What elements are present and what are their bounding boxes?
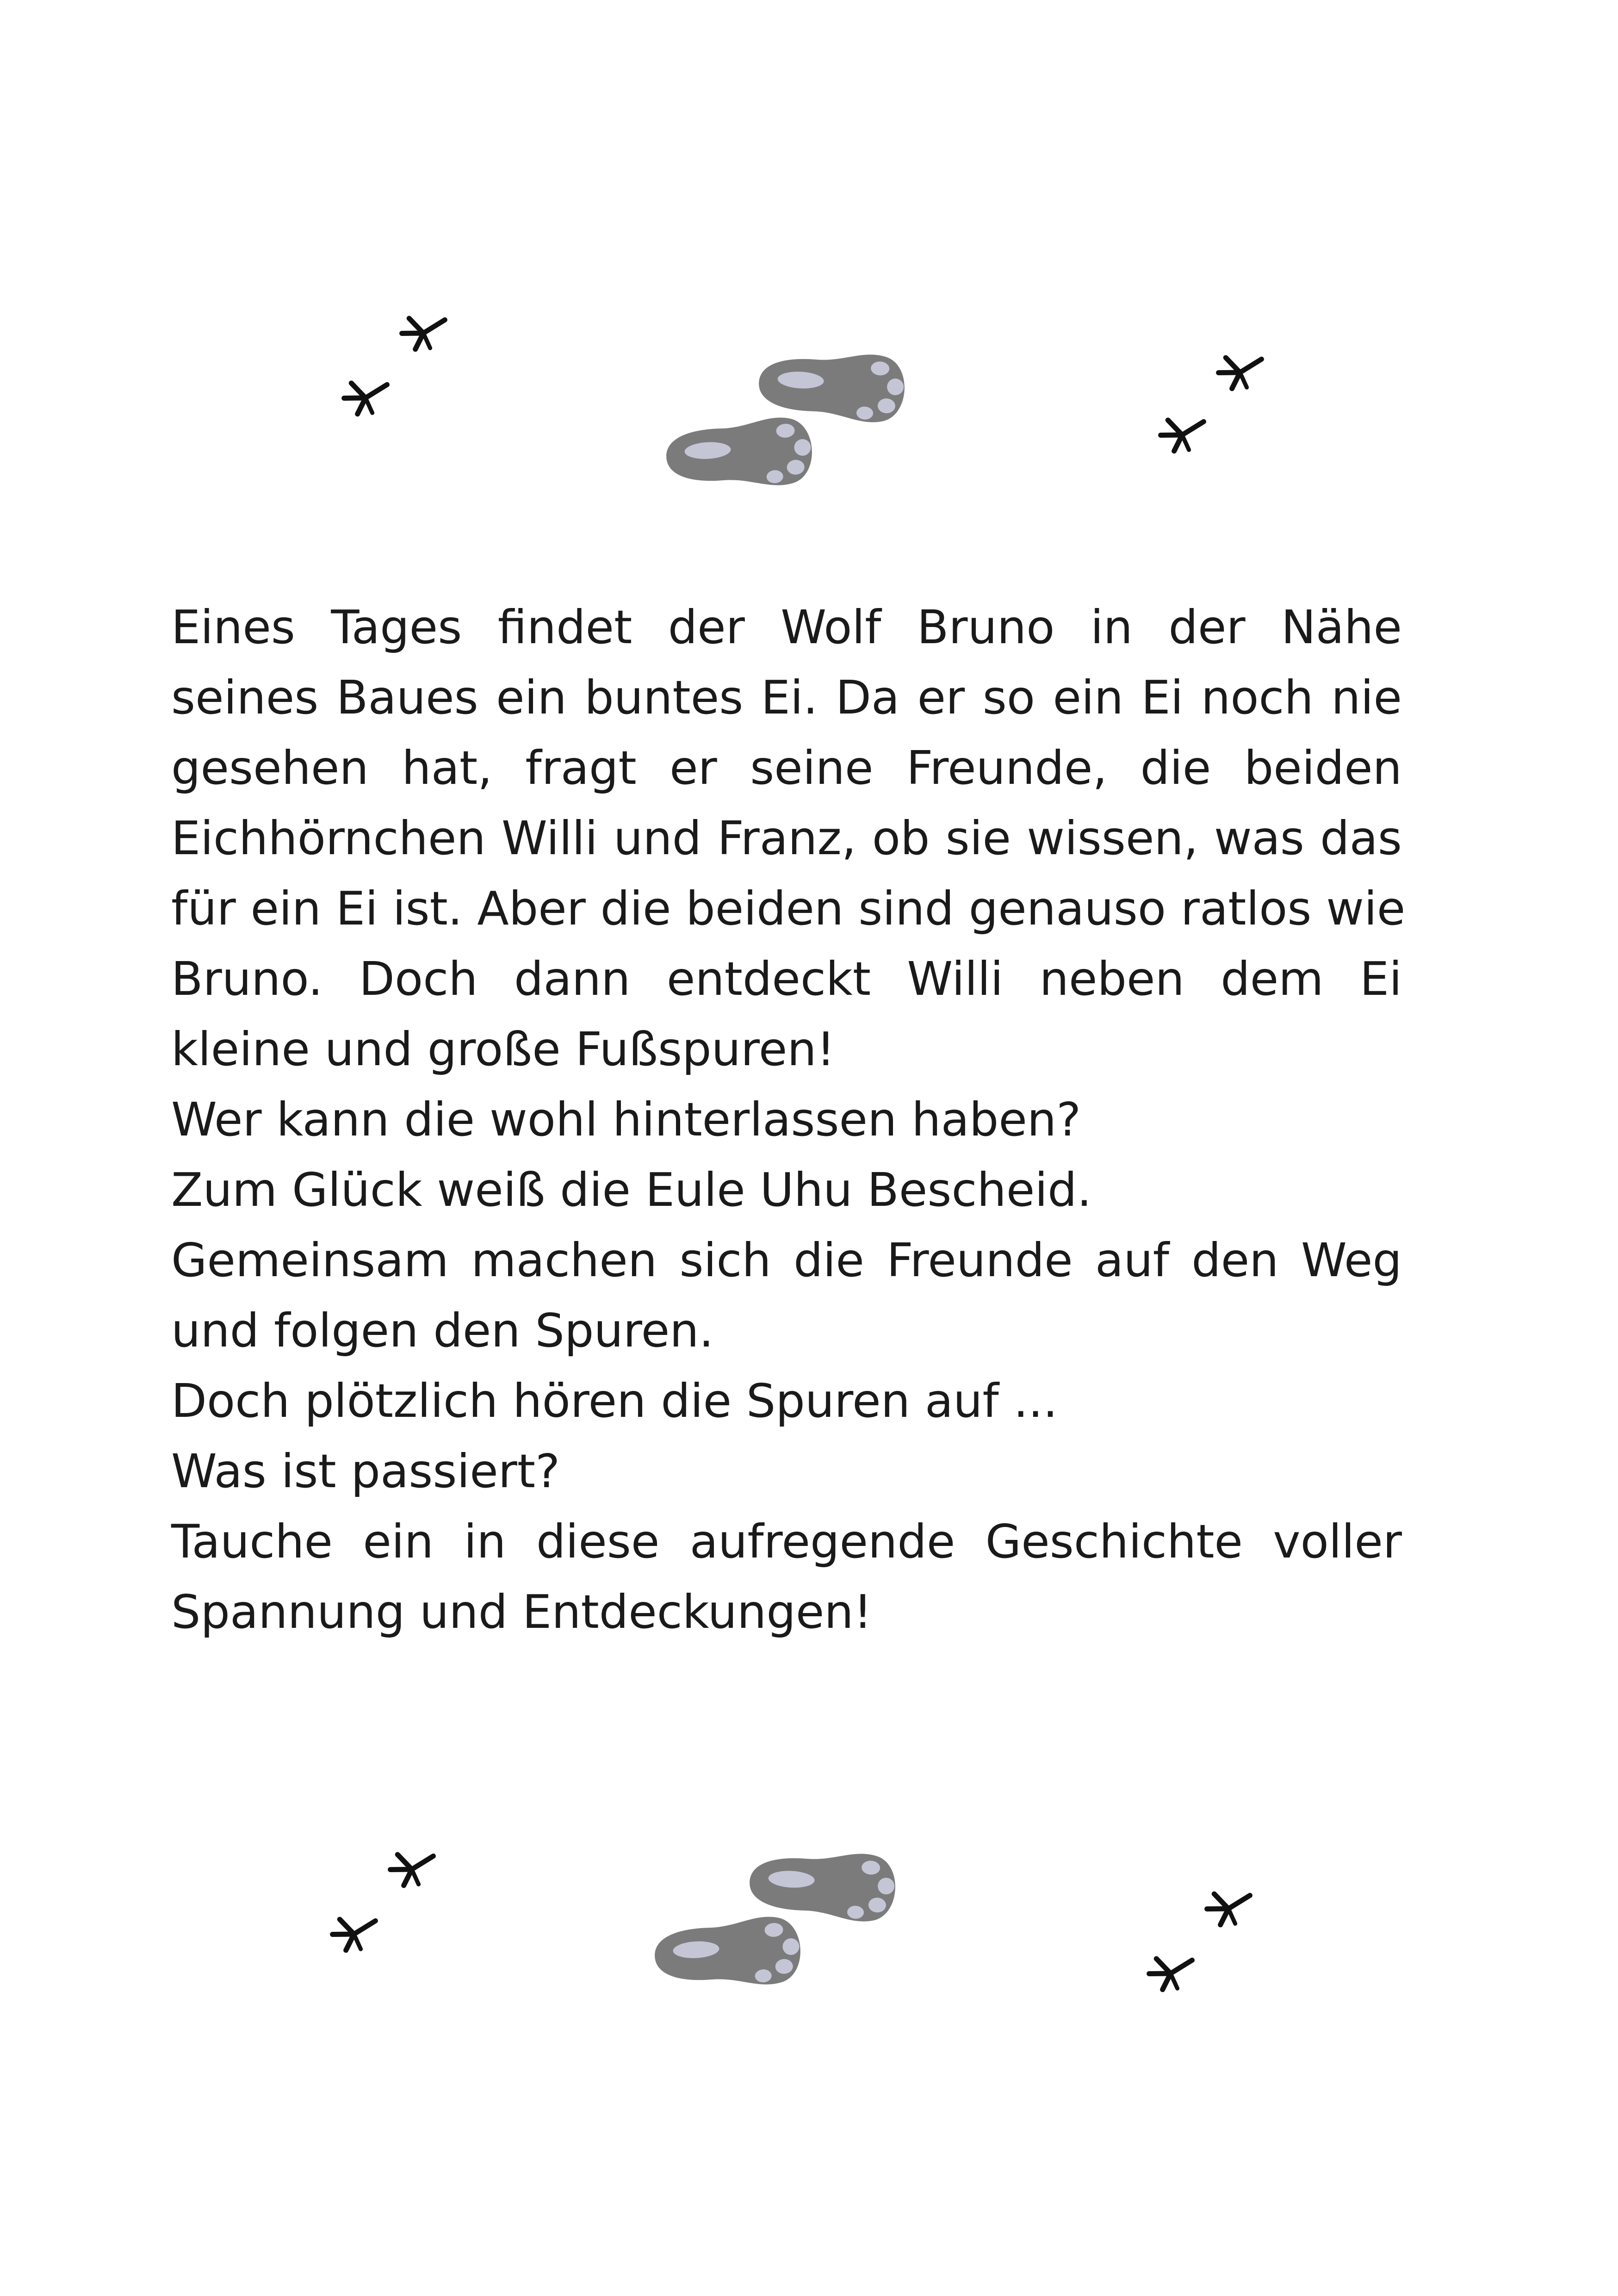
story-line: gesehen hat, fragt er seine Freunde, die beiden xyxy=(171,741,1402,795)
story-text xyxy=(171,592,1406,1647)
bird-footprints-icon xyxy=(315,1842,463,1962)
story-line: Spannung und Entdeckungen! xyxy=(171,1585,872,1639)
story-line: Tauche ein in diese aufregende Geschichte voller xyxy=(171,1514,1402,1569)
story-line: Bruno. Doch dann entdeckt Willi neben dem Ei xyxy=(171,952,1402,1006)
story-line: Doch plötzlich hören die Spuren auf ... xyxy=(171,1374,1058,1428)
story-line: Zum Glück weiß die Eule Uhu Bescheid. xyxy=(171,1163,1092,1217)
bird-footprints-icon xyxy=(1143,347,1291,467)
rabbit-pawprints-icon xyxy=(643,1842,930,2008)
story-line: Wer kann die wohl hinterlassen haben? xyxy=(171,1092,1081,1147)
story-line: für ein Ei ist. Aber die beiden sind genauso ratlos wie xyxy=(171,881,1406,936)
bottom-footprints-row xyxy=(0,1818,1618,2078)
story-line: Gemeinsam machen sich die Freunde auf den Weg xyxy=(171,1233,1402,1287)
story-line: Eines Tages findet der Wolf Bruno in der Nähe xyxy=(171,600,1402,654)
story-line: und folgen den Spuren. xyxy=(171,1303,714,1358)
story-line: Was ist passiert? xyxy=(171,1444,560,1498)
story-line: seines Baues ein buntes Ei. Da er so ein Ei noch nie xyxy=(171,670,1402,725)
bird-footprints-icon xyxy=(324,305,472,426)
bird-footprints-icon xyxy=(1129,1883,1277,2004)
top-footprints-row xyxy=(0,296,1618,555)
story-line: kleine und große Fußspuren! xyxy=(171,1022,835,1076)
story-line: Eichhörnchen Willi und Franz, ob sie wissen, was das xyxy=(171,811,1402,865)
rabbit-pawprints-icon xyxy=(657,342,944,509)
